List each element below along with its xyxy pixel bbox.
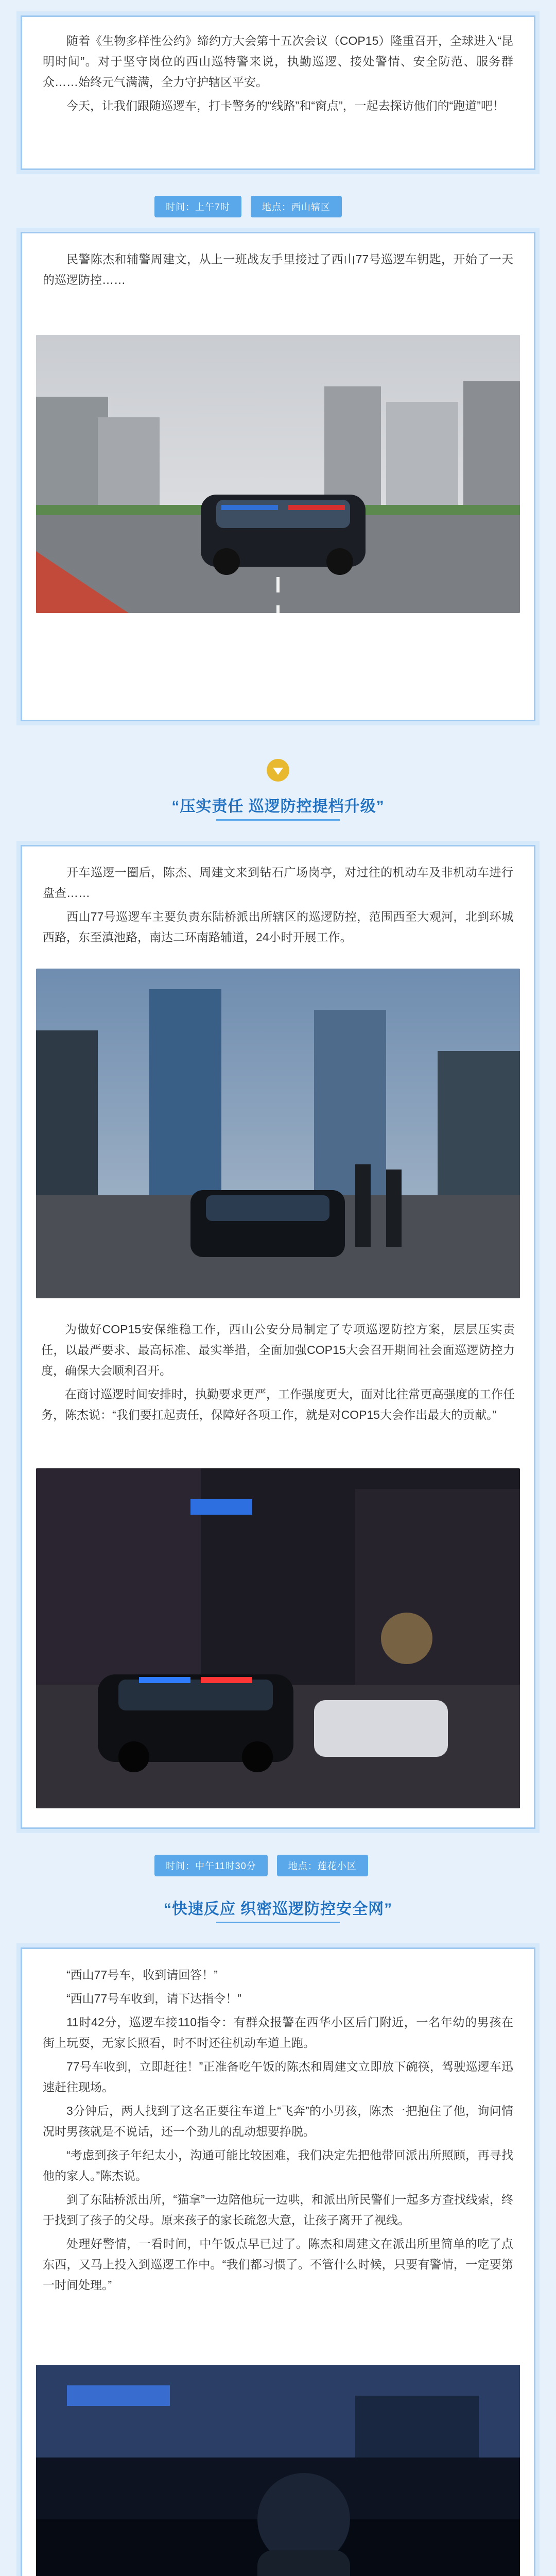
section1-p3: 为做好COP15安保维稳工作，西山公安分局制定了专项巡逻防控方案，层层压实责任，以最严要求、最高标准、最实举措，全面加强COP15大会召开期间社会面巡逻防控力度，确保大会顺利召开。 xyxy=(41,1323,515,1377)
section2-p4: 77号车收到，立即赶往！”正准备吃午饭的陈杰和周建文立即放下碗筷，驾驶巡逻车迅速赶往现场。 xyxy=(43,2060,513,2094)
patrol-text-1: 民警陈杰和辅警周建文，从上一班战友手里接过了西山77号巡逻车钥匙，开始了一天的巡逻防控…… xyxy=(43,252,513,286)
section-title-1: “压实责任 巡逻防控提档升级” xyxy=(171,798,385,815)
radio-line-2: “西山77号车收到，请下达指令！” xyxy=(66,1992,241,2005)
intro-text: 随着《生物多样性公约》缔约方大会第十五次会议（COP15）隆重召开，全球进入“昆明时间”。对于坚守岗位的西山巡特警来说，执勤巡逻、接处警情、安全防范、服务群众……始终元气满满，全力守护辖区平安。 xyxy=(43,34,513,89)
title-underline xyxy=(216,1922,340,1923)
intro-card xyxy=(21,15,535,170)
section2-p8: 处理好警情，一看时间，中午饭点早已过了。陈杰和周建文在派出所里简单的吃了点东西，又马上投入到巡逻工作中。“我们都习惯了。不管什么时候，只要有警情，一定要第一时间处理。” xyxy=(43,2237,513,2292)
night-patrol-photo xyxy=(36,1468,520,1808)
section-title-2: “快速反应 织密巡逻防控安全网” xyxy=(163,1901,393,1918)
radio-line-1: “西山77号车，收到请回答！” xyxy=(66,1968,218,1981)
section1-p2: 西山77号巡逻车主要负责东陆桥派出所辖区的巡逻防控，范围西至大观河，北到环城西路，东至滇池路，南达二环南路辅道，24小时开展工作。 xyxy=(43,910,513,944)
time-tag: 时间：上午7时 xyxy=(154,196,241,217)
down-arrow-circle-icon xyxy=(265,757,291,783)
section2-p7: 到了东陆桥派出所，“猫拿”一边陪他玩一边哄，和派出所民警们一起多方查找线索，终于找到了孩子的父母。原来孩子的家长疏忽大意，让孩子离开了视线。 xyxy=(43,2193,513,2227)
tags-group-1 xyxy=(154,196,342,217)
section2-p3: 11时42分，巡逻车接110指令：有群众报警在西华小区后门附近，一名年幼的男孩在街上玩耍，无家长照看，时不时还往机动车道上跑。 xyxy=(43,2015,513,2049)
title-underline xyxy=(216,819,340,821)
tags-group-2 xyxy=(154,1855,368,1876)
section2-p6: “考虑到孩子年纪太小，沟通可能比较困难，我们决定先把他带回派出所照顾，再寻找他的家人。”陈杰说。 xyxy=(43,2148,513,2182)
checkpoint-photo xyxy=(36,969,520,1298)
place-tag: 地点：莲花小区 xyxy=(277,1855,368,1876)
in-car-photo xyxy=(36,2365,520,2576)
section1-p1: 开车巡逻一圈后，陈杰、周建文来到钻石广场岗亭，对过往的机动车及非机动车进行盘查…… xyxy=(43,866,513,900)
section1-p4: 在商讨巡逻时间安排时，执勤要求更严，工作强度更大，面对比往常更高强度的工作任务，陈杰说：“我们要扛起责任，保障好各项工作，就是对COP15大会作出最大的贡献。” xyxy=(41,1387,515,1421)
section2-p5: 3分钟后，两人找到了这名正要往车道上“飞奔”的小男孩，陈杰一把抱住了他，询问情况时男孩就是不说话，还一个劲儿的乱动想要挣脱。 xyxy=(43,2104,513,2138)
intro-text-2: 今天，让我们跟随巡逻车，打卡警务的“线路”和“窗点”，一起去探访他们的“跑道”吧！ xyxy=(66,99,505,112)
time-tag: 时间：中午11时30分 xyxy=(154,1855,268,1876)
place-tag: 地点：西山辖区 xyxy=(251,196,342,217)
patrol-car-photo xyxy=(36,335,520,613)
